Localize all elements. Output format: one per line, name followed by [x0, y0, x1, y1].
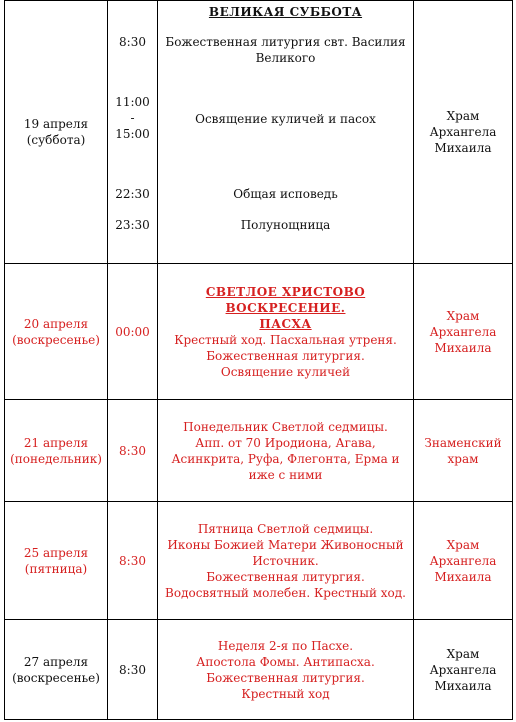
place-line: Архангела: [429, 125, 497, 139]
weekday: (пятница): [24, 561, 88, 576]
place-line: Михаила: [434, 678, 492, 693]
weekday: (воскресенье): [12, 670, 100, 685]
place-line: Архангела: [429, 324, 497, 339]
place-cell: [414, 400, 513, 502]
place-line: Архангела: [429, 553, 497, 568]
time-cell: [108, 620, 158, 720]
service-text: Божественная литургия.: [206, 569, 365, 584]
place-cell: [414, 264, 513, 400]
service-text: Общая исповедь: [233, 187, 338, 201]
place-line: Архангела: [429, 662, 497, 677]
schedule-row-19-april: [5, 1, 513, 264]
time-cell: [108, 1, 158, 264]
time-end: 15:00: [115, 127, 150, 141]
service-text: Понедельник Светлой седмицы.: [183, 419, 388, 434]
date-cell: [5, 620, 108, 720]
service-text: Полунощница: [240, 218, 331, 232]
place-line: Храм: [446, 646, 480, 661]
service-text: Божественная литургия свт. Василия: [165, 35, 406, 49]
day-title: ВЕЛИКАЯ СУББОТА: [208, 5, 363, 19]
time-cell: [108, 502, 158, 620]
service-text: Неделя 2-я по Пасхе.: [217, 638, 354, 653]
date-cell: [5, 400, 108, 502]
time: 22:30: [115, 187, 150, 201]
service-cell: [158, 264, 414, 400]
service-cell: [158, 502, 414, 620]
service-text: Божественная литургия.: [206, 348, 365, 363]
place-cell: [414, 1, 513, 264]
place-line: Михаила: [434, 340, 492, 355]
service-text: Освящение куличей и пасох: [195, 112, 376, 126]
service-text: Божественная литургия.: [206, 670, 365, 685]
place-line: Знаменский: [424, 435, 502, 450]
weekday: (понедельник): [10, 451, 102, 466]
service-text: Пятница Светлой седмицы.: [197, 521, 374, 536]
place-cell: [414, 502, 513, 620]
service-cell: [158, 1, 414, 264]
place-line: храм: [447, 451, 479, 466]
day-title-line: СВЕТЛОЕ ХРИСТОВО: [205, 284, 366, 299]
service-text: Крестный ход. Пасхальная утреня.: [174, 332, 397, 347]
service-text: Иконы Божией Матери Живоносный: [167, 537, 404, 552]
date-cell: [5, 1, 108, 264]
schedule-row-25-april: [5, 502, 513, 620]
weekday: (суббота): [26, 133, 86, 147]
date: 21 апреля: [23, 435, 89, 450]
date: 20 апреля: [23, 316, 89, 331]
time: 8:30: [119, 553, 146, 568]
schedule-row-27-april: [5, 620, 513, 720]
time-cell: [108, 400, 158, 502]
service-schedule-table: [4, 0, 513, 720]
time: 8:30: [119, 35, 146, 49]
service-text: Водосвятный молебен. Крестный ход.: [165, 585, 406, 600]
service-cell: [158, 620, 414, 720]
place-line: Храм: [446, 308, 480, 323]
date: 27 апреля: [23, 654, 89, 669]
date: 19 апреля: [23, 117, 89, 131]
day-title-line: ВОСКРЕСЕНИЕ.: [225, 300, 346, 315]
date-cell: [5, 264, 108, 400]
time: 00:00: [115, 324, 150, 339]
service-text: Апп. от 70 Иродиона, Агава,: [195, 435, 376, 450]
day-title-line: ПАСХА: [259, 316, 312, 331]
service-cell: [158, 400, 414, 502]
service-text: Великого: [255, 51, 316, 65]
place-line: Михаила: [434, 569, 492, 584]
service-text: Асинкрита, Руфа, Флегонта, Ерма и: [171, 451, 400, 466]
place-cell: [414, 620, 513, 720]
date: 25 апреля: [23, 545, 89, 560]
place-line: Михаила: [434, 141, 492, 155]
service-text: Освящение куличей: [220, 364, 351, 379]
schedule-row-20-april: [5, 264, 513, 400]
place-line: Храм: [446, 109, 480, 123]
service-text: Крестный ход: [241, 686, 330, 701]
time: 8:30: [119, 443, 146, 458]
time-start: 11:00: [115, 95, 150, 109]
schedule-row-21-april: [5, 400, 513, 502]
date-cell: [5, 502, 108, 620]
time-cell: [108, 264, 158, 400]
service-text: иже с ними: [248, 467, 323, 482]
service-text: Апостола Фомы. Антипасха.: [196, 654, 375, 669]
service-text: Источник.: [252, 553, 319, 568]
time: 23:30: [115, 218, 150, 232]
place-line: Храм: [446, 537, 480, 552]
time: 8:30: [119, 662, 146, 677]
weekday: (воскресенье): [12, 332, 100, 347]
time-separator: -: [130, 111, 135, 125]
